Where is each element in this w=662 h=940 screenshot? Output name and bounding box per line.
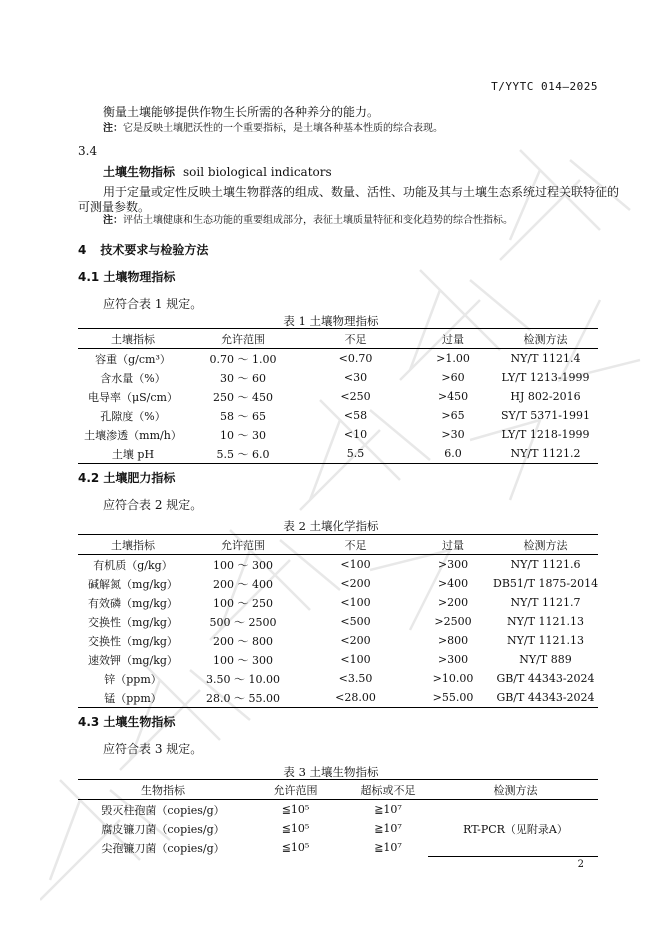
table-2-caption: 表 2 土壤化学指标 [283,519,379,533]
table-cell: 100 ～ 300 [213,653,273,667]
table-cell: 10 ～ 30 [220,428,266,442]
table-cell: >400 [437,577,469,590]
table-cell: <200 [340,634,371,647]
table-cell: <58 [343,409,368,422]
table-cell: NY/T 1121.6 [510,558,581,571]
table-cell: 锰（ppm） [104,691,162,705]
term-note [103,214,513,228]
table-cell: <100 [340,558,371,571]
table-cell: 6.0 [444,447,462,460]
table-cell: NY/T 1121.2 [510,447,581,460]
table-cell: 3.50 ～ 10.00 [206,672,280,686]
term-heading [103,164,332,180]
standard-code: T/YYTC 014—2025 [491,80,598,93]
table-cell: <100 [340,653,371,666]
table-cell: >60 [441,371,465,384]
table-cell: >800 [437,634,469,647]
table-cell: 500 ～ 2500 [209,615,277,629]
column-header: 检测方法 [433,780,598,800]
definition-line-1: 用于定量或定性反映土壤生物群落的组成、数量、活性、功能及其与土壤生态系统过程关联特征的 [103,185,620,199]
table-cell: <250 [340,390,371,403]
table-cell: 锌（ppm） [104,672,162,686]
table-row [78,368,598,387]
table-cell: 毁灭柱孢菌（copies/g） [101,803,225,817]
table-cell: ≦10⁵ [281,822,310,835]
table-cell: 速效钾（mg/kg） [88,653,178,667]
section-4-heading [78,241,208,258]
table-row [78,574,598,593]
table-cell: <500 [340,615,371,628]
table-cell: 尖孢镰刀菌（copies/g） [101,841,225,855]
column-header: 土壤指标 [78,329,188,349]
table-cell: 交换性（mg/kg） [88,615,178,629]
section-4-1-line: 应符合表 1 规定。 [103,297,203,311]
table-cell: NY/T 1121.7 [510,596,581,609]
column-header: 生物指标 [78,780,248,800]
table-row [78,406,598,425]
table-cell: 200 ～ 400 [213,577,273,591]
column-header: 允许范围 [188,535,298,555]
table-cell: >450 [437,390,469,403]
note-label: 注： [103,215,123,226]
table-cell: GB/T 44343-2024 [496,691,595,704]
column-header: 不足 [298,535,413,555]
term-cn: 土壤生物指标 [103,165,176,179]
table-cell: <100 [340,596,371,609]
table-cell: 5.5 ～ 6.0 [216,447,270,461]
section-4-2-heading: 4.2 土壤肥力指标 [78,471,176,485]
table-row [78,593,598,612]
note-text: 评估土壤健康和生态功能的重要组成部分，表征土壤质量特征和变化趋势的综合性指标。 [123,215,513,226]
table-cell: >30 [441,428,465,441]
table-row [78,631,598,650]
table-cell: 有效磷（mg/kg） [88,596,178,610]
column-header: 过量 [413,535,493,555]
intro-note [103,122,443,136]
table-cell: 58 ～ 65 [220,409,266,423]
section-4-3-line: 应符合表 3 规定。 [103,742,203,756]
table-1 [78,328,598,464]
column-header: 允许范围 [188,329,298,349]
table-cell: >1.00 [436,352,470,365]
table-row [78,387,598,406]
definition-line-2: 可测量参数。 [78,200,151,214]
table-cell: GB/T 44343-2024 [496,672,595,685]
column-header: 检测方法 [493,329,598,349]
table-header-row [78,535,598,555]
table-cell: ≦10⁵ [281,803,310,816]
section-4-3-heading: 4.3 土壤生物指标 [78,715,176,729]
table-cell: HJ 802-2016 [510,390,581,403]
table-cell: 含水量（%） [100,371,166,385]
table-cell: >2500 [434,615,472,628]
table-header-row [78,780,598,800]
table-3-caption: 表 3 土壤生物指标 [283,765,379,779]
column-header: 检测方法 [493,535,598,555]
table-cell: <0.70 [338,352,373,365]
table-cell: 200 ～ 800 [213,634,273,648]
table-cell: 28.0 ～ 55.00 [206,691,280,705]
table-cell: <3.50 [338,672,373,685]
table-2 [78,534,598,708]
table-cell: 交换性（mg/kg） [88,634,178,648]
table-row [78,669,598,688]
table-cell: ≧10⁷ [374,841,402,854]
column-header: 允许范围 [248,780,343,800]
table-cell: ≧10⁷ [374,803,402,816]
section-number: 4 [78,243,87,257]
table-cell: ≦10⁵ [281,841,310,854]
page-number: 2 [577,859,584,870]
table-cell: NY/T 1121.4 [510,352,581,365]
note-text: 它是反映土壤肥沃性的一个重要指标，是土壤各种基本性质的综合表现。 [123,123,443,134]
table-row [78,612,598,631]
note-label: 注： [103,123,123,134]
table-row [78,555,598,575]
table-cell: 250 ～ 450 [213,390,273,404]
table-cell: SY/T 5371-1991 [500,409,591,422]
term-en: soil biological indicators [183,165,332,179]
column-header: 不足 [298,329,413,349]
clause-number: 3.4 [78,144,98,158]
table-cell: 5.5 [346,447,365,460]
detection-method-cell: RT-PCR（见附录A） [463,822,568,836]
table-cell: >300 [437,558,469,571]
table-cell: 电导率（μS/cm） [88,390,178,404]
table-cell: NY/T 889 [519,653,572,666]
table-row [78,444,598,464]
table-cell: >10.00 [432,672,474,685]
table-cell: 容重（g/cm³） [95,352,171,366]
table-cell: >65 [441,409,465,422]
table-cell: NY/T 1121.13 [507,634,584,647]
table-row [78,688,598,708]
table-cell: DB51/T 1875-2014 [493,577,599,590]
table-cell: 100 ～ 300 [213,558,273,572]
table-cell: 碱解氮（mg/kg） [88,577,178,591]
table-cell: ≧10⁷ [374,822,402,835]
table-cell: 孔隙度（%） [100,409,166,423]
intro-line: 衡量土壤能够提供作物生长所需的各种养分的能力。 [103,105,380,119]
table-3 [78,779,598,857]
table-cell: 30 ～ 60 [220,371,266,385]
table-cell: 0.70 ～ 1.00 [209,352,277,366]
table-cell: >55.00 [432,691,474,704]
table-row [78,425,598,444]
table-cell: 土壤 pH [111,447,155,461]
table-cell: LY/T 1213-1999 [501,371,590,384]
table-cell: >300 [437,653,469,666]
table-cell: >200 [437,596,469,609]
section-4-1-heading: 4.1 土壤物理指标 [78,270,176,284]
table-row [78,349,598,369]
column-header: 超标或不足 [343,780,433,800]
table-cell: 腐皮镰刀菌（copies/g） [101,822,225,836]
table-cell: NY/T 1121.13 [507,615,584,628]
table-cell: <10 [343,428,368,441]
table-cell: <200 [340,577,371,590]
section-title: 技术要求与检验方法 [100,243,209,257]
table-cell: 土壤渗透（mm/h） [84,428,182,442]
table-cell: 100 ～ 250 [213,596,273,610]
table-cell: 有机质（g/kg） [93,558,173,572]
table-row [78,800,598,820]
column-header: 土壤指标 [78,535,188,555]
table-header-row [78,329,598,349]
footer-rule [428,856,598,857]
column-header: 过量 [413,329,493,349]
table-cell: <30 [343,371,368,384]
section-4-2-line: 应符合表 2 规定。 [103,498,203,512]
table-row [78,650,598,669]
table-cell: LY/T 1218-1999 [501,428,590,441]
table-cell: <28.00 [335,691,376,704]
table-1-caption: 表 1 土壤物理指标 [283,314,379,328]
